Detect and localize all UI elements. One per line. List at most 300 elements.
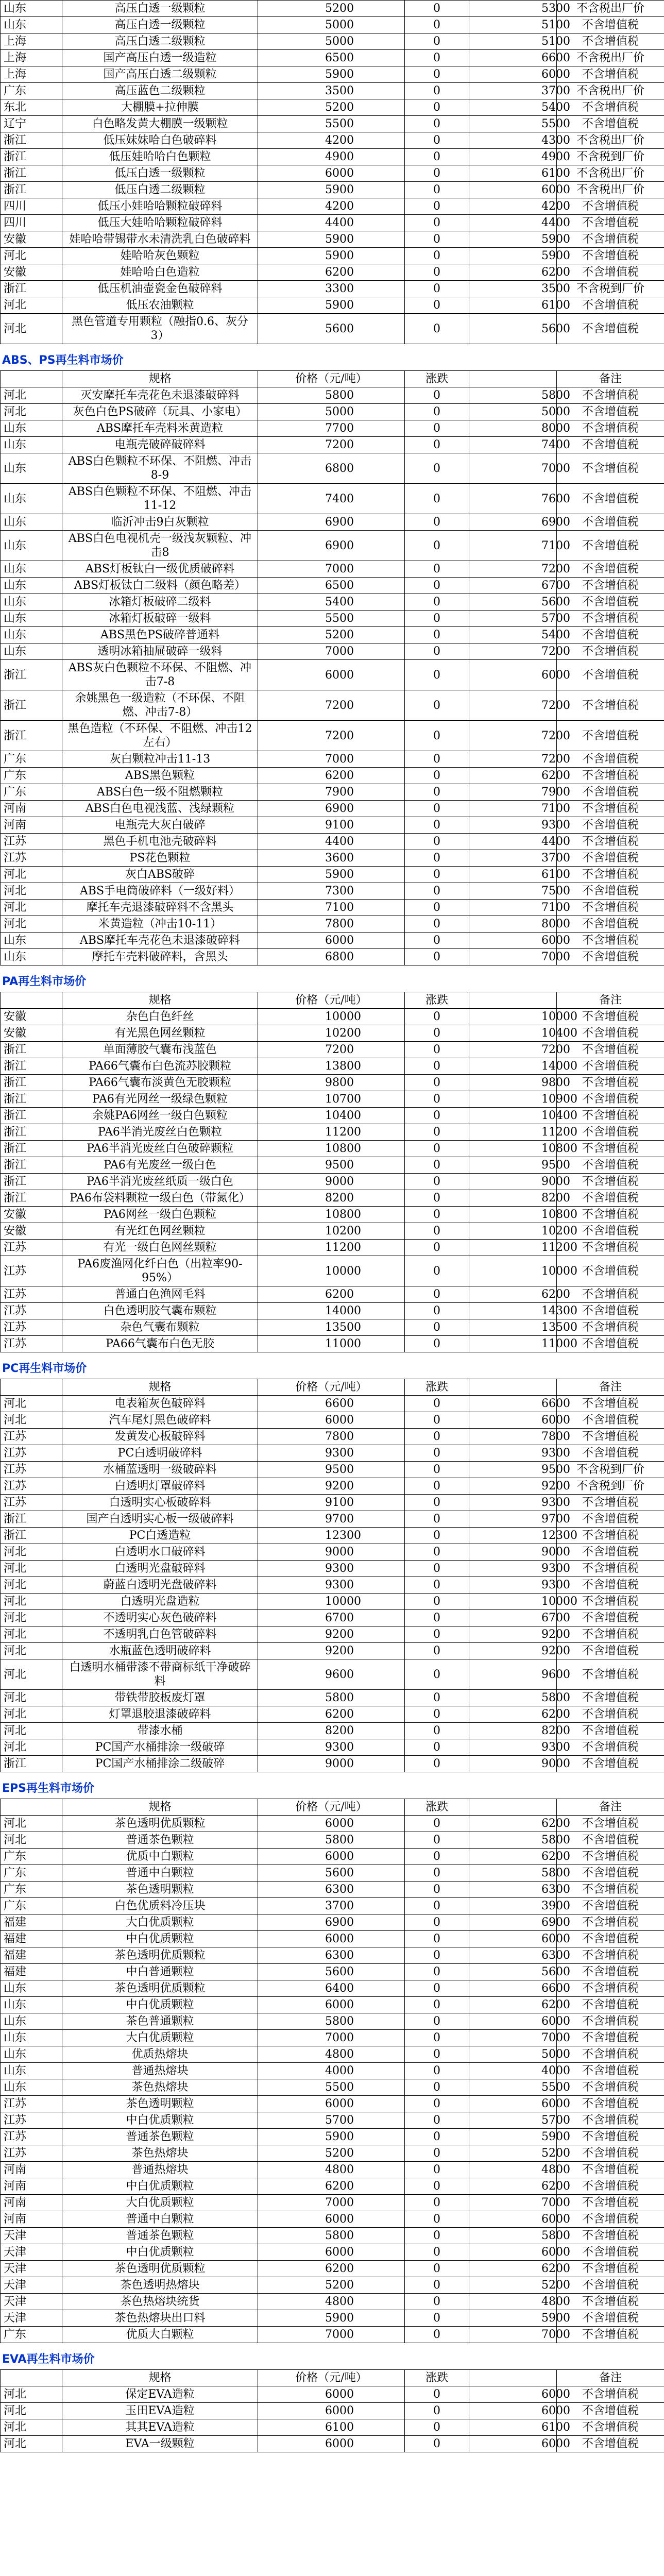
table-row bbox=[1, 1626, 664, 1643]
note-cell: 不含税出厂价 bbox=[557, 1, 664, 17]
spec-cell: ABS摩托车壳料米黄造粒 bbox=[62, 420, 258, 437]
table-row bbox=[1, 1643, 664, 1659]
note-cell: 不含增值税 bbox=[557, 2162, 664, 2178]
note-cell: 不含增值税 bbox=[557, 2310, 664, 2327]
change-cell: 0 bbox=[405, 1256, 469, 1286]
prev-price-cell: 9600 bbox=[469, 1659, 557, 1690]
price-cell: 5600 bbox=[258, 314, 405, 344]
region-cell: 山东 bbox=[1, 578, 62, 594]
prev-price-cell: 8200 bbox=[469, 1190, 557, 1207]
spec-cell: 黑色管道专用颗粒（融指0.6、灰分3） bbox=[62, 314, 258, 344]
prev-price-cell: 9800 bbox=[469, 1075, 557, 1091]
price-cell: 5200 bbox=[258, 2145, 405, 2162]
region-cell: 河南 bbox=[1, 817, 62, 834]
table-row bbox=[1, 182, 664, 198]
region-cell: 安徽 bbox=[1, 231, 62, 248]
change-cell: 0 bbox=[405, 281, 469, 297]
spec-cell: 低压大娃哈哈颗粒破碎料 bbox=[62, 215, 258, 231]
spec-cell: 高压白透一级颗粒 bbox=[62, 1, 258, 17]
change-cell: 0 bbox=[405, 1478, 469, 1495]
header-spec: 规格 bbox=[62, 1379, 258, 1396]
note-cell: 不含增值税 bbox=[557, 248, 664, 264]
spec-cell: ABS摩托车壳花色未退漆破碎料 bbox=[62, 933, 258, 949]
spec-cell: 普通茶色颗粒 bbox=[62, 1832, 258, 1849]
prev-price-cell: 6000 bbox=[469, 2403, 557, 2419]
table-row bbox=[1, 721, 664, 751]
prev-price-cell: 6000 bbox=[469, 2436, 557, 2452]
change-cell: 0 bbox=[405, 1207, 469, 1223]
prev-price-cell: 5600 bbox=[469, 1964, 557, 1980]
spec-cell: 国产白透明实心板一级破碎料 bbox=[62, 1511, 258, 1528]
note-cell: 不含增值税 bbox=[557, 1108, 664, 1124]
note-cell: 不含增值税 bbox=[557, 933, 664, 949]
table-row bbox=[1, 165, 664, 182]
table-row bbox=[1, 2079, 664, 2096]
change-cell: 0 bbox=[405, 1643, 469, 1659]
region-cell: 河北 bbox=[1, 1739, 62, 1756]
spec-cell: 优质大白颗粒 bbox=[62, 2327, 258, 2343]
region-cell: 浙江 bbox=[1, 1075, 62, 1091]
price-cell: 5500 bbox=[258, 116, 405, 132]
spec-cell: PA6废渔网化纤白色（出粒率90-95%） bbox=[62, 1256, 258, 1286]
prev-price-cell: 5100 bbox=[469, 17, 557, 33]
change-cell: 0 bbox=[405, 66, 469, 83]
region-cell: 辽宁 bbox=[1, 116, 62, 132]
change-cell: 0 bbox=[405, 1528, 469, 1544]
region-cell: 山东 bbox=[1, 453, 62, 484]
region-cell: 浙江 bbox=[1, 149, 62, 165]
region-cell: 天津 bbox=[1, 2294, 62, 2310]
header-change: 涨跌 bbox=[405, 2370, 469, 2386]
price-cell: 9600 bbox=[258, 1659, 405, 1690]
note-cell: 不含增值税 bbox=[557, 453, 664, 484]
price-cell: 5900 bbox=[258, 2310, 405, 2327]
table-body bbox=[1, 1816, 664, 2343]
spec-cell: 茶色热熔块 bbox=[62, 2079, 258, 2096]
region-cell: 山东 bbox=[1, 531, 62, 561]
table-row bbox=[1, 1319, 664, 1336]
note-cell: 不含增值税 bbox=[557, 721, 664, 751]
spec-cell: 有光黑色网丝颗粒 bbox=[62, 1025, 258, 1042]
prev-price-cell: 8000 bbox=[469, 916, 557, 933]
spec-cell: ABS白色电视浅蓝、浅绿颗粒 bbox=[62, 801, 258, 817]
spec-cell: 白透明水口破碎料 bbox=[62, 1544, 258, 1561]
prev-price-cell: 5200 bbox=[469, 2277, 557, 2294]
region-cell: 河南 bbox=[1, 801, 62, 817]
table-row bbox=[1, 1849, 664, 1865]
change-cell: 0 bbox=[405, 1947, 469, 1964]
header-prev bbox=[469, 1799, 557, 1816]
prev-price-cell: 7100 bbox=[469, 801, 557, 817]
price-cell: 6200 bbox=[258, 2178, 405, 2195]
region-cell: 广东 bbox=[1, 1898, 62, 1914]
note-cell: 不含增值税 bbox=[557, 99, 664, 116]
price-cell: 5900 bbox=[258, 182, 405, 198]
prev-price-cell: 6600 bbox=[469, 50, 557, 66]
change-cell: 0 bbox=[405, 1009, 469, 1025]
change-cell: 0 bbox=[405, 690, 469, 721]
change-cell: 0 bbox=[405, 231, 469, 248]
prev-price-cell: 4200 bbox=[469, 198, 557, 215]
spec-cell: 白色透明胶气囊布颗粒 bbox=[62, 1303, 258, 1319]
note-cell: 不含增值税 bbox=[557, 2096, 664, 2112]
spec-cell: 普通白色渔网毛料 bbox=[62, 1286, 258, 1303]
prev-price-cell: 4000 bbox=[469, 2063, 557, 2079]
prev-price-cell: 6900 bbox=[469, 1914, 557, 1931]
table-row bbox=[1, 949, 664, 965]
price-cell: 10800 bbox=[258, 1207, 405, 1223]
spec-cell: 低压白透二级颗粒 bbox=[62, 182, 258, 198]
change-cell: 0 bbox=[405, 1223, 469, 1240]
price-cell: 9000 bbox=[258, 1174, 405, 1190]
price-table bbox=[0, 2369, 664, 2452]
table-row bbox=[1, 1980, 664, 1997]
price-cell: 10800 bbox=[258, 1141, 405, 1157]
spec-cell: 电表箱灰色破碎料 bbox=[62, 1396, 258, 1412]
price-cell: 5000 bbox=[258, 33, 405, 50]
note-cell: 不含增值税 bbox=[557, 33, 664, 50]
change-cell: 0 bbox=[405, 1058, 469, 1075]
price-cell: 7800 bbox=[258, 1429, 405, 1445]
note-cell: 不含增值税 bbox=[557, 1816, 664, 1832]
prev-price-cell: 7600 bbox=[469, 484, 557, 514]
prev-price-cell: 7200 bbox=[469, 1042, 557, 1058]
change-cell: 0 bbox=[405, 2327, 469, 2343]
change-cell: 0 bbox=[405, 2112, 469, 2129]
spec-cell: 低压机油壶瓷金色破碎料 bbox=[62, 281, 258, 297]
change-cell: 0 bbox=[405, 2244, 469, 2261]
change-cell: 0 bbox=[405, 1832, 469, 1849]
region-cell: 河北 bbox=[1, 1610, 62, 1626]
prev-price-cell: 6200 bbox=[469, 1706, 557, 1723]
price-cell: 5900 bbox=[258, 231, 405, 248]
region-cell: 河北 bbox=[1, 1723, 62, 1739]
prev-price-cell: 3900 bbox=[469, 1898, 557, 1914]
spec-cell: 娃哈哈白色造粒 bbox=[62, 264, 258, 281]
table-row bbox=[1, 916, 664, 933]
change-cell: 0 bbox=[405, 883, 469, 900]
price-cell: 9300 bbox=[258, 1561, 405, 1577]
note-cell: 不含增值税 bbox=[557, 1091, 664, 1108]
prev-price-cell: 9500 bbox=[469, 1462, 557, 1478]
spec-cell: PA6半消光废丝纸质一级白色 bbox=[62, 1174, 258, 1190]
price-cell: 7200 bbox=[258, 1042, 405, 1058]
price-cell: 7200 bbox=[258, 690, 405, 721]
table-row bbox=[1, 1091, 664, 1108]
table-row bbox=[1, 1739, 664, 1756]
change-cell: 0 bbox=[405, 801, 469, 817]
price-cell: 4400 bbox=[258, 215, 405, 231]
spec-cell: 单面薄胶气囊布浅蓝色 bbox=[62, 1042, 258, 1058]
note-cell: 不含增值税 bbox=[557, 437, 664, 453]
spec-cell: 白透明实心板破碎料 bbox=[62, 1495, 258, 1511]
table-row bbox=[1, 643, 664, 660]
price-table bbox=[0, 1379, 664, 1772]
region-cell: 江苏 bbox=[1, 1462, 62, 1478]
region-cell: 山东 bbox=[1, 437, 62, 453]
note-cell: 不含增值税 bbox=[557, 17, 664, 33]
spec-cell: 摩托车壳退漆破碎料不含黑头 bbox=[62, 900, 258, 916]
note-cell: 不含增值税 bbox=[557, 1412, 664, 1429]
note-cell: 不含增值税 bbox=[557, 2228, 664, 2244]
table-row bbox=[1, 594, 664, 611]
spec-cell: 国产高压白透二级颗粒 bbox=[62, 66, 258, 83]
spec-cell: PA66气囊布白色流苏胶颗粒 bbox=[62, 1058, 258, 1075]
region-cell: 河北 bbox=[1, 2436, 62, 2452]
header-prev bbox=[469, 1379, 557, 1396]
spec-cell: 大白优质颗粒 bbox=[62, 2030, 258, 2046]
prev-price-cell: 10400 bbox=[469, 1025, 557, 1042]
region-cell: 广东 bbox=[1, 768, 62, 784]
spec-cell: 有光红色网丝颗粒 bbox=[62, 1223, 258, 1240]
change-cell: 0 bbox=[405, 660, 469, 690]
prev-price-cell: 6100 bbox=[469, 297, 557, 314]
note-cell: 不含增值税 bbox=[557, 2419, 664, 2436]
spec-cell: 低压小娃哈哈颗粒破碎料 bbox=[62, 198, 258, 215]
price-cell: 9200 bbox=[258, 1626, 405, 1643]
change-cell: 0 bbox=[405, 198, 469, 215]
change-cell: 0 bbox=[405, 33, 469, 50]
spec-cell: ABS手电筒破碎料（一级好料） bbox=[62, 883, 258, 900]
table-body bbox=[1, 387, 664, 965]
price-cell: 4800 bbox=[258, 2162, 405, 2178]
note-cell: 不含增值税 bbox=[557, 1240, 664, 1256]
change-cell: 0 bbox=[405, 1240, 469, 1256]
price-cell: 6000 bbox=[258, 2096, 405, 2112]
change-cell: 0 bbox=[405, 1190, 469, 1207]
header-region bbox=[1, 371, 62, 387]
region-cell: 浙江 bbox=[1, 165, 62, 182]
note-cell: 不含增值税 bbox=[557, 2013, 664, 2030]
prev-price-cell: 6000 bbox=[469, 933, 557, 949]
change-cell: 0 bbox=[405, 2145, 469, 2162]
table-body bbox=[1, 1396, 664, 1772]
header-price: 价格（元/吨） bbox=[258, 1379, 405, 1396]
spec-cell: ABS白色颗粒不环保、不阻燃、冲击8-9 bbox=[62, 453, 258, 484]
price-cell: 5900 bbox=[258, 2129, 405, 2145]
note-cell: 不含增值税 bbox=[557, 1756, 664, 1772]
spec-cell: 临沂冲击9白灰颗粒 bbox=[62, 514, 258, 531]
table-row bbox=[1, 50, 664, 66]
price-cell: 6300 bbox=[258, 1947, 405, 1964]
price-cell: 6000 bbox=[258, 933, 405, 949]
spec-cell: 娃哈哈灰色颗粒 bbox=[62, 248, 258, 264]
table-row bbox=[1, 2046, 664, 2063]
change-cell: 0 bbox=[405, 264, 469, 281]
price-cell: 7000 bbox=[258, 751, 405, 768]
prev-price-cell: 4900 bbox=[469, 149, 557, 165]
prev-price-cell: 9000 bbox=[469, 1174, 557, 1190]
note-cell: 不含增值税 bbox=[557, 1286, 664, 1303]
table-row bbox=[1, 531, 664, 561]
region-cell: 江苏 bbox=[1, 1319, 62, 1336]
table-row bbox=[1, 2195, 664, 2211]
table-row bbox=[1, 453, 664, 484]
prev-price-cell: 10900 bbox=[469, 1091, 557, 1108]
prev-price-cell: 7100 bbox=[469, 531, 557, 561]
table-row bbox=[1, 297, 664, 314]
note-cell: 不含增值税 bbox=[557, 690, 664, 721]
spec-cell: 高压白透一级颗粒 bbox=[62, 17, 258, 33]
price-cell: 10400 bbox=[258, 1108, 405, 1124]
note-cell: 不含增值税 bbox=[557, 297, 664, 314]
price-cell: 6500 bbox=[258, 50, 405, 66]
section-eps bbox=[0, 1772, 664, 2343]
prev-price-cell: 6000 bbox=[469, 2386, 557, 2403]
note-cell: 不含增值税 bbox=[557, 2046, 664, 2063]
change-cell: 0 bbox=[405, 50, 469, 66]
prev-price-cell: 3700 bbox=[469, 850, 557, 867]
spec-cell: PS花色颗粒 bbox=[62, 850, 258, 867]
change-cell: 0 bbox=[405, 1865, 469, 1882]
change-cell: 0 bbox=[405, 1412, 469, 1429]
price-cell: 5900 bbox=[258, 248, 405, 264]
change-cell: 0 bbox=[405, 1495, 469, 1511]
prev-price-cell: 9000 bbox=[469, 1544, 557, 1561]
spec-cell: 优质中白颗粒 bbox=[62, 1849, 258, 1865]
region-cell: 广东 bbox=[1, 1865, 62, 1882]
spec-cell: 电瓶壳破碎破碎料 bbox=[62, 437, 258, 453]
region-cell: 河北 bbox=[1, 1544, 62, 1561]
change-cell: 0 bbox=[405, 314, 469, 344]
table-header bbox=[1, 1379, 664, 1396]
note-cell: 不含增值税 bbox=[557, 116, 664, 132]
region-cell: 江苏 bbox=[1, 1429, 62, 1445]
table-row bbox=[1, 867, 664, 883]
region-cell: 江苏 bbox=[1, 1240, 62, 1256]
table-row bbox=[1, 2112, 664, 2129]
prev-price-cell: 6200 bbox=[469, 264, 557, 281]
region-cell: 河南 bbox=[1, 2162, 62, 2178]
prev-price-cell: 5800 bbox=[469, 1832, 557, 1849]
note-cell: 不含增值税 bbox=[557, 1075, 664, 1091]
prev-price-cell: 6000 bbox=[469, 660, 557, 690]
table-row bbox=[1, 83, 664, 99]
spec-cell: 冰箱灯板破碎一级料 bbox=[62, 611, 258, 627]
table-row bbox=[1, 1816, 664, 1832]
spec-cell: ABS白色一级不阻燃颗粒 bbox=[62, 784, 258, 801]
prev-price-cell: 4400 bbox=[469, 834, 557, 850]
table-row bbox=[1, 1174, 664, 1190]
table-row bbox=[1, 1462, 664, 1478]
header-prev bbox=[469, 992, 557, 1009]
note-cell: 不含增值税 bbox=[557, 1025, 664, 1042]
change-cell: 0 bbox=[405, 2261, 469, 2277]
note-cell: 不含税到厂价 bbox=[557, 1478, 664, 1495]
note-cell: 不含增值税 bbox=[557, 850, 664, 867]
table-row bbox=[1, 883, 664, 900]
change-cell: 0 bbox=[405, 1108, 469, 1124]
table-row bbox=[1, 1865, 664, 1882]
prev-price-cell: 5800 bbox=[469, 387, 557, 404]
table-row bbox=[1, 1025, 664, 1042]
change-cell: 0 bbox=[405, 2178, 469, 2195]
spec-cell: 优质热熔块 bbox=[62, 2046, 258, 2063]
prev-price-cell: 6900 bbox=[469, 514, 557, 531]
header-price: 价格（元/吨） bbox=[258, 371, 405, 387]
region-cell: 安徽 bbox=[1, 1223, 62, 1240]
note-cell: 不含增值税 bbox=[557, 2261, 664, 2277]
table-body bbox=[1, 2386, 664, 2452]
spec-cell: ABS白色电视机壳一级浅灰颗粒、冲击8 bbox=[62, 531, 258, 561]
table-row bbox=[1, 1108, 664, 1124]
prev-price-cell: 5800 bbox=[469, 2228, 557, 2244]
price-cell: 5500 bbox=[258, 2079, 405, 2096]
region-cell: 江苏 bbox=[1, 2145, 62, 2162]
spec-cell: 中白优质颗粒 bbox=[62, 1931, 258, 1947]
region-cell: 福建 bbox=[1, 1947, 62, 1964]
price-cell: 4800 bbox=[258, 2294, 405, 2310]
price-cell: 9300 bbox=[258, 1445, 405, 1462]
change-cell: 0 bbox=[405, 132, 469, 149]
region-cell: 山东 bbox=[1, 420, 62, 437]
region-cell: 安徽 bbox=[1, 1025, 62, 1042]
spec-cell: PA66气囊布白色无胶 bbox=[62, 1336, 258, 1352]
change-cell: 0 bbox=[405, 1319, 469, 1336]
region-cell: 山东 bbox=[1, 1980, 62, 1997]
table-row bbox=[1, 1931, 664, 1947]
prev-price-cell: 9200 bbox=[469, 1626, 557, 1643]
region-cell: 山东 bbox=[1, 2030, 62, 2046]
spec-cell: 茶色透明优质颗粒 bbox=[62, 1947, 258, 1964]
price-cell: 5700 bbox=[258, 2112, 405, 2129]
table-row bbox=[1, 2310, 664, 2327]
spec-cell: 高压白透二级颗粒 bbox=[62, 33, 258, 50]
table-header bbox=[1, 1799, 664, 1816]
change-cell: 0 bbox=[405, 867, 469, 883]
region-cell: 江苏 bbox=[1, 2112, 62, 2129]
header-region bbox=[1, 992, 62, 1009]
spec-cell: 白透明光盘破碎料 bbox=[62, 1561, 258, 1577]
table-row bbox=[1, 281, 664, 297]
spec-cell: 大棚膜+拉伸膜 bbox=[62, 99, 258, 116]
change-cell: 0 bbox=[405, 1075, 469, 1091]
change-cell: 0 bbox=[405, 149, 469, 165]
note-cell: 不含增值税 bbox=[557, 611, 664, 627]
note-cell: 不含增值税 bbox=[557, 1594, 664, 1610]
header-price: 价格（元/吨） bbox=[258, 992, 405, 1009]
note-cell: 不含税出厂价 bbox=[557, 132, 664, 149]
price-cell: 3600 bbox=[258, 850, 405, 867]
change-cell: 0 bbox=[405, 1690, 469, 1706]
section-pa bbox=[0, 965, 664, 1352]
prev-price-cell: 6000 bbox=[469, 2013, 557, 2030]
change-cell: 0 bbox=[405, 561, 469, 578]
price-cell: 5400 bbox=[258, 594, 405, 611]
table-row bbox=[1, 2178, 664, 2195]
region-cell: 广东 bbox=[1, 2327, 62, 2343]
change-cell: 0 bbox=[405, 949, 469, 965]
note-cell: 不含税到厂价 bbox=[557, 149, 664, 165]
change-cell: 0 bbox=[405, 1336, 469, 1352]
prev-price-cell: 5400 bbox=[469, 99, 557, 116]
prev-price-cell: 9200 bbox=[469, 1643, 557, 1659]
region-cell: 浙江 bbox=[1, 1091, 62, 1108]
change-cell: 0 bbox=[405, 643, 469, 660]
price-cell: 5000 bbox=[258, 404, 405, 420]
note-cell: 不含增值税 bbox=[557, 784, 664, 801]
change-cell: 0 bbox=[405, 1025, 469, 1042]
note-cell: 不含增值税 bbox=[557, 1706, 664, 1723]
price-cell: 10700 bbox=[258, 1091, 405, 1108]
header-spec: 规格 bbox=[62, 371, 258, 387]
change-cell: 0 bbox=[405, 116, 469, 132]
price-cell: 6400 bbox=[258, 1980, 405, 1997]
region-cell: 浙江 bbox=[1, 1157, 62, 1174]
region-cell: 山东 bbox=[1, 514, 62, 531]
table-row bbox=[1, 1947, 664, 1964]
header-change: 涨跌 bbox=[405, 371, 469, 387]
